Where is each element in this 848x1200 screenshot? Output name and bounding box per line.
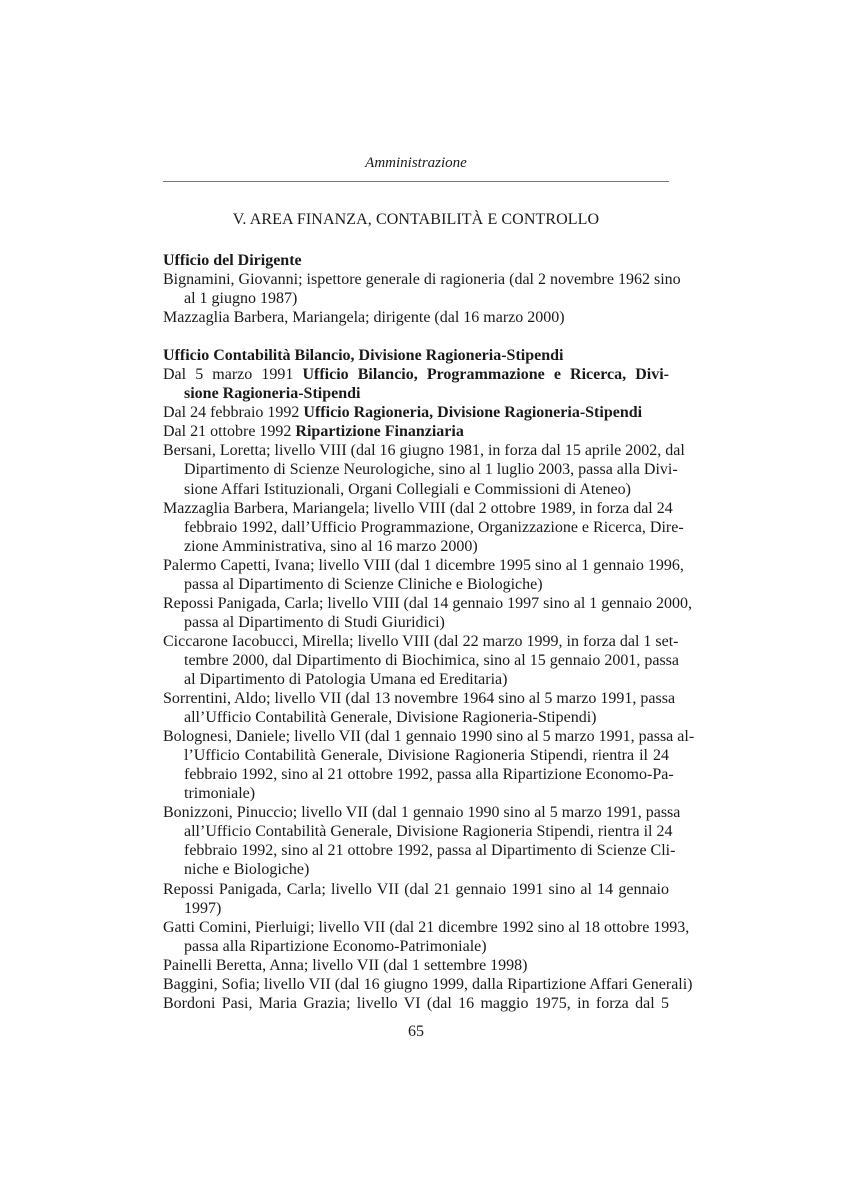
text: Repossi Panigada, Carla; livello VII (dal 21 gennaio 1991 sino al 14 gennaio: [163, 880, 669, 898]
text: trimoniale): [184, 785, 256, 803]
text: Repossi Panigada, Carla; livello VIII (dal 14 gennaio 1997 sino al 1 gennaio 2000,: [163, 594, 692, 612]
text: niche e Biologiche): [184, 861, 310, 879]
text-line: [163, 994, 669, 1013]
page-number: 65: [408, 1023, 424, 1040]
text: Bersani, Loretta; livello VIII (dal 16 giugno 1981, in forza dal 15 aprile 2002, dal: [163, 442, 685, 460]
text: tembre 2000, dal Dipartimento di Biochimica, sino al 15 gennaio 2001, passa: [184, 651, 680, 669]
section-heading: [163, 346, 669, 365]
text-line: [163, 899, 669, 918]
text: passa al Dipartimento di Scienze Cliniche e Biologiche): [184, 575, 543, 593]
list-entry: [163, 499, 684, 556]
list-entry: [163, 880, 669, 918]
text-line: [163, 784, 669, 803]
section-1: [163, 251, 681, 327]
text-line: [163, 575, 669, 594]
text: al Dipartimento di Patologia Umana ed Ereditaria): [184, 670, 508, 688]
text-line: [163, 384, 669, 403]
text: Bordoni Pasi, Maria Grazia; livello VI (dal 16 maggio 1975, in forza dal 5: [163, 994, 669, 1012]
list-entry: [163, 803, 681, 879]
list-entry: [163, 956, 669, 975]
text-line: [163, 613, 669, 632]
text: Bolognesi, Daniele; livello VII (dal 1 gennaio 1990 sino al 5 marzo 1991, passa al-: [163, 728, 695, 746]
list-entry: [163, 632, 680, 689]
text-line: [163, 880, 669, 899]
text-line: [163, 956, 669, 975]
bold-text: Ripartizione Finanziaria: [295, 423, 464, 441]
section-title: V. AREA FINANZA, CONTABILITÀ E CONTROLLO: [232, 211, 600, 228]
text: al 1 giugno 1987): [184, 290, 298, 308]
bold-text: Ufficio Bilancio, Programmazione e Ricerca, Divi-: [302, 366, 670, 384]
text-line: [163, 346, 669, 365]
list-entry: [163, 403, 669, 422]
list-entry: [163, 918, 690, 956]
text-line: [163, 670, 669, 689]
list-entry: [163, 994, 669, 1013]
text-line: [163, 594, 692, 613]
text: sione Affari Istituzionali, Organi Collegiali e Commissioni di Ateneo): [184, 480, 631, 498]
text-line: [163, 765, 674, 784]
list-entry: [163, 689, 676, 727]
text: Bonizzoni, Pinuccio; livello VII (dal 1 gennaio 1990 sino al 5 marzo 1991, passa: [163, 804, 681, 822]
list-entry: [163, 308, 669, 327]
text-line: [163, 708, 669, 727]
text-line: [163, 727, 695, 746]
text-line: [163, 937, 669, 956]
text-line: [163, 651, 680, 670]
text: passa al Dipartimento di Studi Giuridici): [184, 613, 445, 631]
text-line: [163, 403, 669, 422]
text-line: [163, 822, 673, 841]
text: febbraio 1992, dall’Ufficio Programmazione, Organizzazione e Ricerca, Dire-: [184, 518, 684, 536]
text-line: [163, 556, 684, 575]
bold-text: Ufficio Contabilità Bilancio, Divisione Ragioneria-Stipendi: [163, 347, 564, 365]
text-line: [163, 460, 678, 479]
text-line: [163, 803, 681, 822]
list-entry: [163, 422, 669, 441]
text: l’Ufficio Contabilità Generale, Divisione Ragioneria Stipendi, rientra il 24: [184, 747, 669, 765]
text-line: [163, 308, 669, 327]
text: passa alla Ripartizione Economo-Patrimoniale): [184, 937, 487, 955]
text: Painelli Beretta, Anna; livello VII (dal 1 settembre 1998): [163, 956, 528, 974]
list-entry: [163, 365, 669, 403]
text: 1997): [184, 899, 222, 917]
text-line: [163, 251, 669, 270]
text-line: [163, 480, 669, 499]
text: Dipartimento di Scienze Neurologiche, sino al 1 luglio 2003, passa alla Divi-: [184, 461, 678, 479]
text-line: [163, 975, 693, 994]
list-entry: [163, 270, 681, 308]
text-line: [163, 499, 673, 518]
text: Baggini, Sofia; livello VII (dal 16 giugno 1999, dalla Ripartizione Affari Generali): [163, 975, 693, 993]
text-line: [163, 689, 676, 708]
text: Dal 24 febbraio 1992: [163, 404, 304, 422]
text: Mazzaglia Barbera, Mariangela; livello VIII (dal 2 ottobre 1989, in forza dal 24: [163, 499, 673, 517]
header-rule: [163, 181, 669, 182]
text-line: [163, 537, 669, 556]
document-body: [163, 251, 695, 1032]
text-line: [163, 270, 681, 289]
running-head: Amministrazione: [365, 155, 467, 171]
text: Ciccarone Iacobucci, Mirella; livello VIII (dal 22 marzo 1999, in forza dal 1 set-: [163, 632, 679, 650]
text: Bignamini, Giovanni; ispettore generale di ragioneria (dal 2 novembre 1962 sino: [163, 271, 681, 289]
text: all’Ufficio Contabilità Generale, Divisione Ragioneria-Stipendi): [184, 709, 597, 727]
text: Dal 21 ottobre 1992: [163, 423, 296, 441]
text: Gatti Comini, Pierluigi; livello VII (dal 21 dicembre 1992 sino al 18 ottobre 1993,: [163, 918, 690, 936]
text: Sorrentini, Aldo; livello VII (dal 13 novembre 1964 sino al 5 marzo 1991, passa: [163, 690, 676, 708]
list-entry: [163, 441, 685, 498]
text-line: [163, 746, 669, 765]
bold-text: Ufficio Ragioneria, Divisione Ragioneria-Stipendi: [303, 404, 643, 422]
bold-text: sione Ragioneria-Stipendi: [184, 385, 361, 403]
text-line: [163, 860, 669, 879]
text: febbraio 1992, sino al 21 ottobre 1992, passa alla Ripartizione Economo-Pa-: [184, 766, 674, 784]
list-entry: [163, 556, 684, 594]
text-line: [163, 365, 669, 384]
text: Palermo Capetti, Ivana; livello VIII (dal 1 dicembre 1995 sino al 1 gennaio 1996,: [163, 556, 684, 574]
text: all’Ufficio Contabilità Generale, Divisione Ragioneria Stipendi, rientra il 24: [184, 823, 673, 841]
section-2: [163, 346, 695, 1013]
text: Dal 5 marzo 1991: [163, 366, 303, 384]
text-line: [163, 441, 685, 460]
list-entry: [163, 594, 692, 632]
text-line: [163, 841, 676, 860]
text-line: [163, 632, 679, 651]
text: zione Amministrativa, sino al 16 marzo 2000): [184, 537, 478, 555]
list-entry: [163, 975, 693, 994]
text-line: [163, 518, 684, 537]
text: febbraio 1992, sino al 21 ottobre 1992, passa al Dipartimento di Scienze Cli-: [184, 842, 676, 860]
text-line: [163, 918, 690, 937]
list-entry: [163, 727, 695, 803]
bold-text: Ufficio del Dirigente: [163, 252, 302, 269]
text-line: [163, 289, 669, 308]
text-line: [163, 422, 669, 441]
section-heading: [163, 251, 669, 270]
text: Mazzaglia Barbera, Mariangela; dirigente (dal 16 marzo 2000): [163, 309, 565, 327]
